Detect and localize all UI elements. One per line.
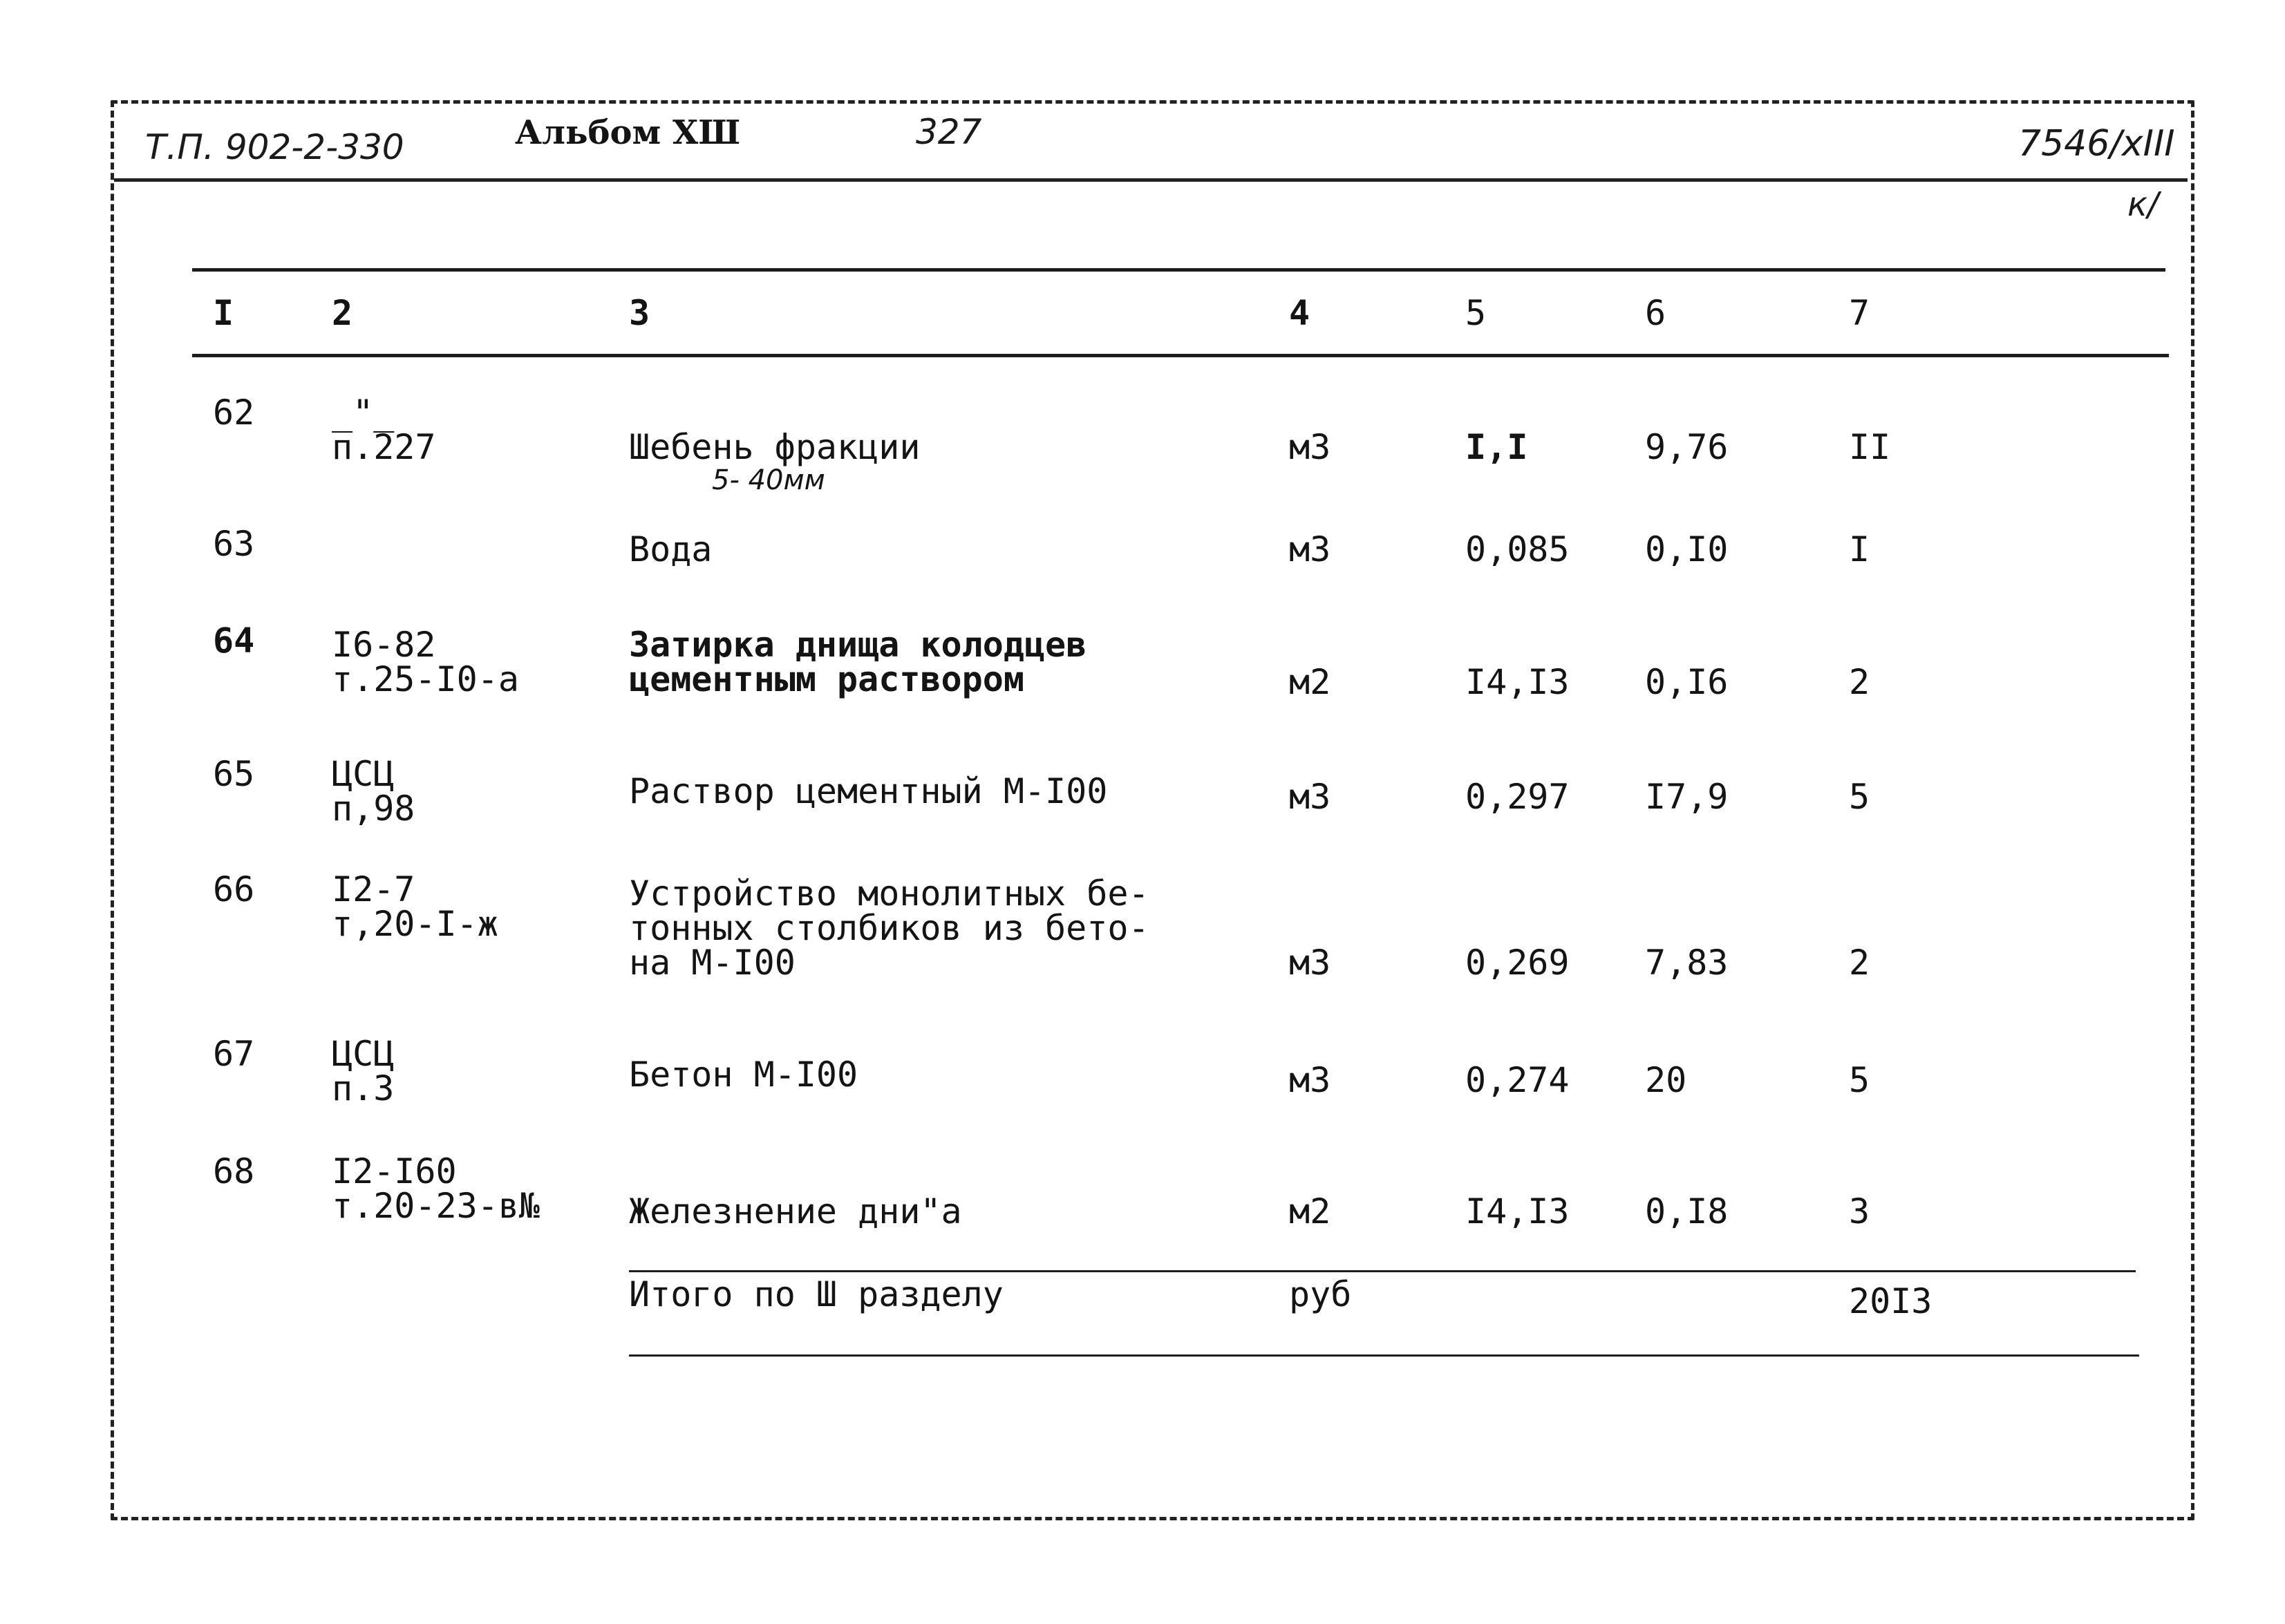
row-unit: м2 <box>1289 1191 1331 1231</box>
row-total: 5 <box>1849 777 1870 817</box>
row-total: 2 <box>1849 662 1870 702</box>
row-number: 65 <box>213 754 255 794</box>
col-header-5: 5 <box>1465 293 1487 333</box>
col-header-7: 7 <box>1849 293 1870 333</box>
row-name: Железнение дни"а <box>629 1191 962 1231</box>
row-quantity: 0,085 <box>1465 529 1570 569</box>
row-total: 5 <box>1849 1060 1870 1100</box>
summary-unit: руб <box>1289 1274 1352 1314</box>
row-name: Шебень фракции <box>629 427 921 467</box>
row-unit: м3 <box>1289 529 1331 569</box>
row-note: 5- 40мм <box>712 464 825 496</box>
row-quantity: I4,I3 <box>1465 662 1570 702</box>
col-header-6: 6 <box>1645 293 1666 333</box>
row-code: I2-7 т,20-I-ж <box>332 869 498 944</box>
row-name: Бетон М-I00 <box>629 1055 858 1095</box>
row-name: Вода <box>629 529 713 569</box>
row-price: 7,83 <box>1645 943 1729 983</box>
row-total: I <box>1849 529 1870 569</box>
handwritten-mark: к/ <box>2127 185 2159 224</box>
row-quantity: I,I <box>1465 427 1528 467</box>
row-unit: м3 <box>1289 1060 1331 1100</box>
album-label: Альбом ХШ <box>515 113 741 152</box>
sheet-reference: 7546/xIII <box>2018 123 2175 164</box>
row-total: 2 <box>1849 943 1870 983</box>
row-price: I7,9 <box>1645 777 1729 817</box>
table-header-rule <box>192 354 2169 357</box>
row-code: ЦСЦ п.3 <box>332 1034 395 1108</box>
row-number: 62 <box>213 393 255 433</box>
row-price: 20 <box>1645 1060 1687 1100</box>
col-header-3: 3 <box>629 293 650 333</box>
row-unit: м3 <box>1289 427 1331 467</box>
row-number: 64 <box>213 621 255 661</box>
document-code: Т.П. 902-2-330 <box>145 127 404 167</box>
row-quantity: 0,269 <box>1465 943 1570 983</box>
summary-top-rule <box>629 1270 2136 1272</box>
row-total: II <box>1849 427 1891 467</box>
row-total: 3 <box>1849 1191 1870 1231</box>
row-name: Затирка днища колодцев цементным раствором <box>629 625 1087 699</box>
row-code: _"_ п.227 <box>332 393 436 467</box>
row-number: 63 <box>213 524 255 564</box>
row-price: 9,76 <box>1645 427 1729 467</box>
row-unit: м3 <box>1289 943 1331 983</box>
table-top-rule <box>192 268 2165 272</box>
row-unit: м3 <box>1289 777 1331 817</box>
row-quantity: 0,274 <box>1465 1060 1570 1100</box>
row-price: 0,I8 <box>1645 1191 1729 1231</box>
col-header-2: 2 <box>332 293 353 333</box>
row-code: ЦСЦ п,98 <box>332 754 415 829</box>
row-name: Устройство монолитных бе- тонных столбиков из бето- на М-I00 <box>629 874 1149 983</box>
summary-label: Итого по Ш разделу <box>629 1274 1004 1314</box>
row-code: I2-I60 т.20-23-в№ <box>332 1151 540 1226</box>
row-number: 67 <box>213 1034 255 1074</box>
row-name: Раствор цементный М-I00 <box>629 771 1108 811</box>
summary-bottom-rule <box>629 1354 2139 1357</box>
row-number: 68 <box>213 1151 255 1191</box>
header-divider <box>114 178 2188 182</box>
row-unit: м2 <box>1289 662 1331 702</box>
row-price: 0,I0 <box>1645 529 1729 569</box>
row-number: 66 <box>213 869 255 909</box>
row-quantity: I4,I3 <box>1465 1191 1570 1231</box>
row-price: 0,I6 <box>1645 662 1729 702</box>
col-header-1: I <box>213 293 234 333</box>
row-quantity: 0,297 <box>1465 777 1570 817</box>
col-header-4: 4 <box>1289 293 1310 333</box>
row-code: I6-82 т.25-I0-а <box>332 625 519 699</box>
page-number: 327 <box>916 112 982 152</box>
summary-total: 20I3 <box>1849 1281 1933 1321</box>
